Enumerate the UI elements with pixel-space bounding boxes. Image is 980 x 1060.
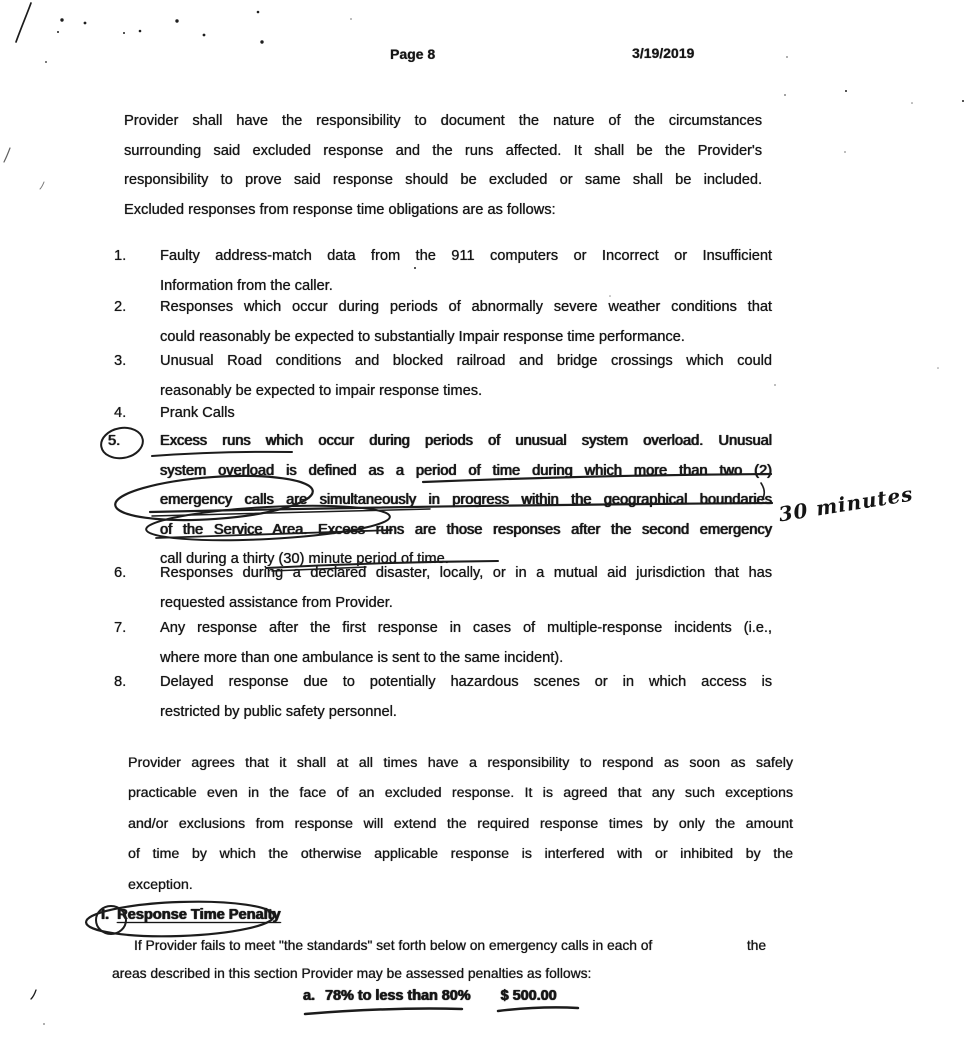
list-item-line: reasonably be expected to impair response times. (160, 382, 483, 399)
list-item-number: 4. (114, 405, 127, 421)
list-item-number: 3. (114, 353, 127, 369)
list-item (108, 430, 772, 578)
list-item-line: Faulty address-match data from the 911 computers or Incorrect or Insufficient (160, 248, 772, 264)
penalty-schedule-line (303, 988, 557, 1004)
paragraph-line: exception. (128, 876, 193, 893)
list-item (114, 671, 772, 730)
section-intro-text-end: the (746, 938, 766, 953)
paragraph-line: practicable even in the face of an excluded response. It is agreed that any such exceptions (128, 785, 793, 802)
paragraph-line: Provider agrees that it shall at all times have a responsibility to respond as soon as safely (128, 755, 793, 771)
list-item-line: Prank Calls (160, 405, 235, 421)
paragraph-line: and/or exclusions from response will extend the required response times by only the amount (128, 815, 793, 832)
list-item-line: emergency calls are simultaneously in progress within the geographical boundaries (160, 492, 772, 509)
penalty-range: 78% to less than 80% (325, 988, 471, 1004)
list-item-number: 1. (114, 248, 127, 264)
list-item-line: where more than one ambulance is sent to the same incident). (160, 649, 564, 666)
list-item-line: system overload is defined as a period of time during which more than two (2) (160, 462, 772, 479)
list-item-line: could reasonably be expected to substantially Impair response time performance. (160, 328, 685, 345)
list-item-line: Unusual Road conditions and blocked railroad and bridge crossings which could (160, 353, 772, 369)
section-intro-text: If Provider fails to meet "the standards" set forth below on emergency calls in each of (134, 938, 653, 953)
scan-stray-strokes (4, 3, 44, 999)
paragraph-line: responsibility to prove said response should be excluded or same shall be included. (124, 172, 762, 189)
list-item (114, 350, 772, 409)
handwritten-note: 30 minutes (776, 481, 915, 527)
section-heading-number: I. (101, 907, 110, 923)
list-item-number: 2. (114, 299, 127, 315)
penalty-item-letter: a. (303, 988, 316, 1004)
hand-underline-penalty-range (305, 1009, 462, 1014)
list-item-line: Information from the caller. (160, 277, 333, 294)
page-number-label: Page 8 (390, 46, 436, 62)
agreement-paragraph (128, 752, 793, 904)
section-intro-line: areas described in this section Provider may be assessed penalties as follows: (112, 966, 592, 981)
list-item-line: requested assistance from Provider. (160, 594, 393, 611)
list-item-number: 8. (114, 674, 127, 690)
intro-paragraph (124, 110, 762, 228)
paragraph-line: surrounding said excluded response and the runs affected. It shall be the Provider's (124, 142, 762, 159)
list-item-line: Delayed response due to potentially hazardous scenes or in which access is (160, 674, 772, 690)
paragraph-line: of time by which the otherwise applicable response is interfered with or inhibited by the (128, 846, 793, 863)
list-item (114, 562, 772, 621)
hand-underline-penalty-amount (498, 1007, 578, 1011)
date-label: 3/19/2019 (632, 45, 695, 61)
list-item (114, 296, 772, 355)
section-heading-title: Response Time Penalty (117, 907, 281, 923)
list-item-line: Any response after the first response in cases of multiple-response incidents (i.e., (160, 620, 772, 636)
paragraph-line: Excluded responses from response time obligations are as follows: (124, 201, 556, 218)
list-item-line: Responses which occur during periods of abnormally severe weather conditions that (160, 299, 772, 315)
list-item (114, 402, 772, 432)
list-item-number: 7. (114, 620, 127, 636)
list-item-line: Excess runs which occur during periods of unusual system overload. Unusual (160, 433, 772, 449)
section-intro-line (134, 937, 766, 965)
list-item-number: 6. (114, 565, 127, 581)
section-heading (101, 907, 281, 923)
list-item-line: Responses during a declared disaster, locally, or in a mutual aid jurisdiction that has (160, 565, 772, 581)
list-item-line: restricted by public safety personnel. (160, 703, 397, 720)
paragraph-line: Provider shall have the responsibility to document the nature of the circumstances (124, 113, 762, 129)
list-item-line: call during a thirty (30) minute period of time. (160, 551, 449, 568)
list-item-number: 5. (108, 433, 121, 449)
list-item (114, 617, 772, 676)
penalty-amount: $ 500.00 (500, 988, 557, 1004)
list-item-line: of the Service Area. Excess runs are those responses after the second emergency (160, 521, 772, 538)
